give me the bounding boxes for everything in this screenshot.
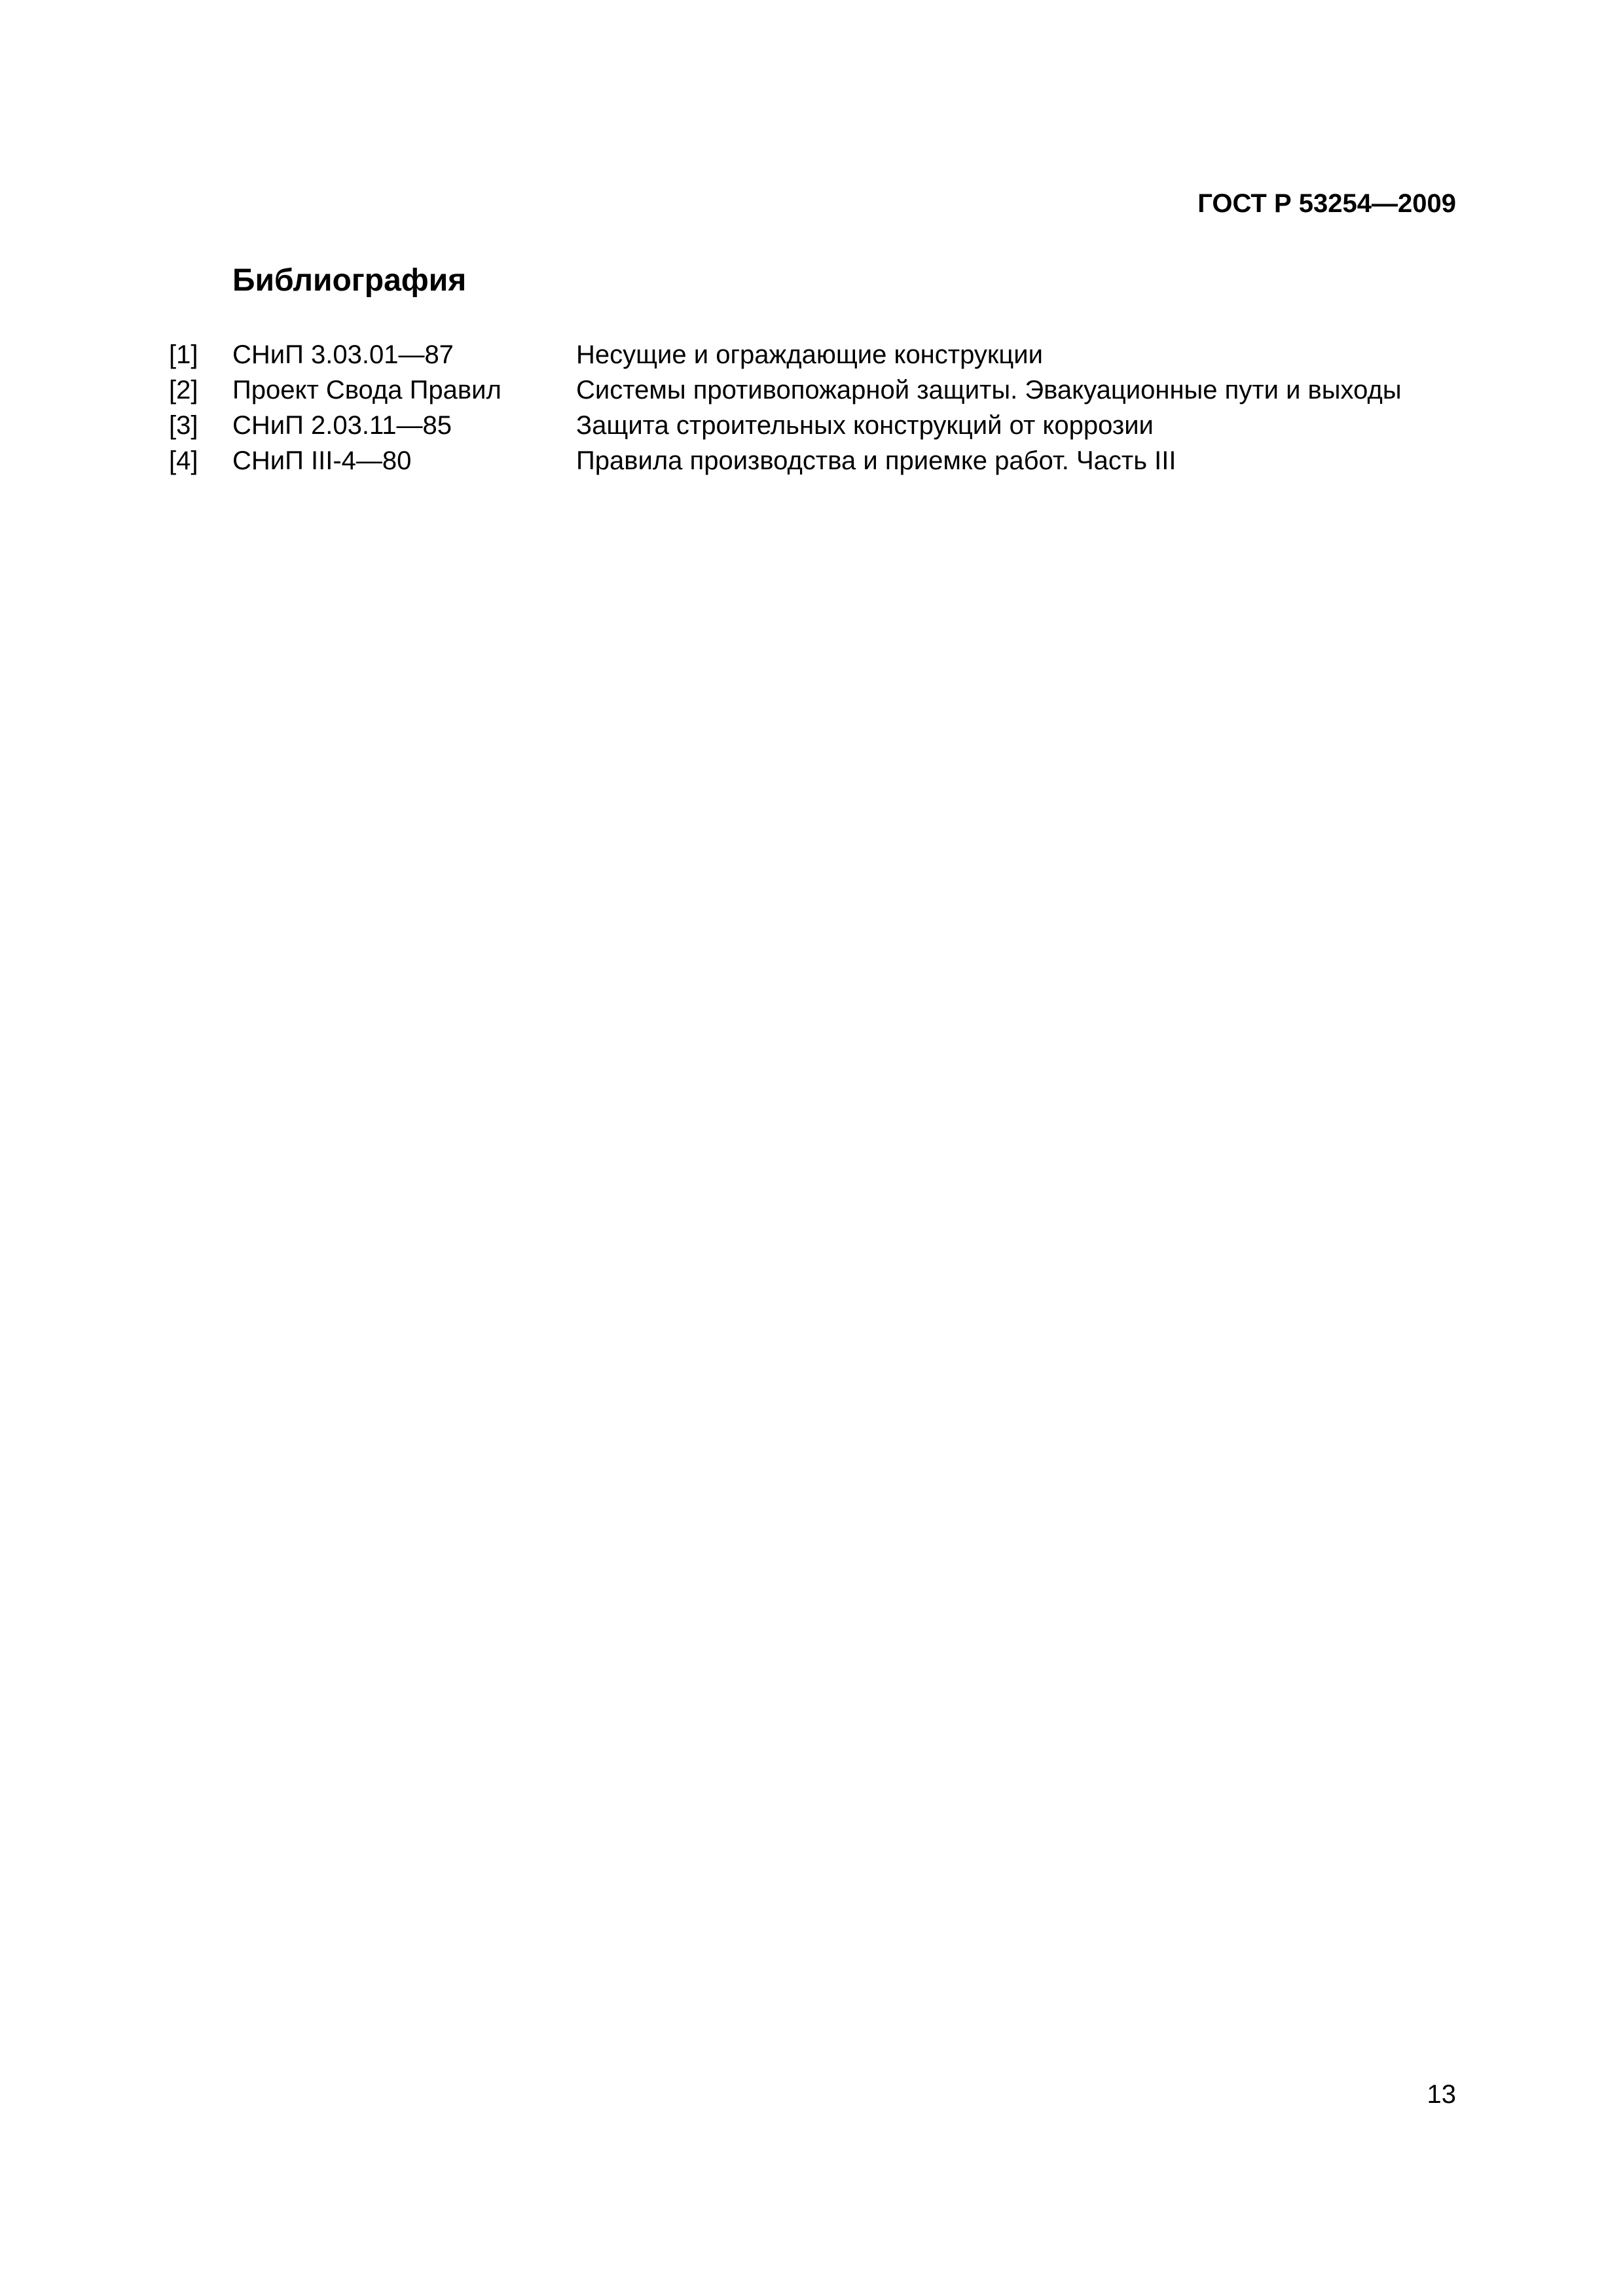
entry-title: Несущие и ограждающие конструкции bbox=[576, 340, 1043, 369]
entry-number: [3] bbox=[169, 411, 198, 440]
entry-code: Проект Свода Правил bbox=[232, 376, 501, 404]
entry-title: Системы противопожарной защиты. Эвакуационные пути и выходы bbox=[576, 376, 1402, 404]
entry-title: Правила производства и приемке работ. Часть III bbox=[576, 446, 1176, 475]
entry-code: СНиП 2.03.11—85 bbox=[232, 411, 452, 440]
bibliography-entry bbox=[169, 372, 1478, 408]
entry-code: СНиП 3.03.01—87 bbox=[232, 340, 454, 369]
entry-code: СНиП III-4—80 bbox=[232, 446, 412, 475]
bibliography-entry bbox=[169, 443, 1478, 478]
entry-number: [2] bbox=[169, 376, 198, 404]
entry-number: [4] bbox=[169, 446, 198, 475]
section-title: Библиография bbox=[232, 263, 467, 298]
entry-number: [1] bbox=[169, 340, 198, 369]
entry-title: Защита строительных конструкций от коррозии bbox=[576, 411, 1154, 440]
bibliography-entry bbox=[169, 337, 1478, 372]
page-number: 13 bbox=[1427, 2080, 1456, 2109]
bibliography-entry bbox=[169, 408, 1478, 443]
document-code: ГОСТ Р 53254—2009 bbox=[1197, 189, 1456, 218]
bibliography-list bbox=[169, 337, 1478, 478]
